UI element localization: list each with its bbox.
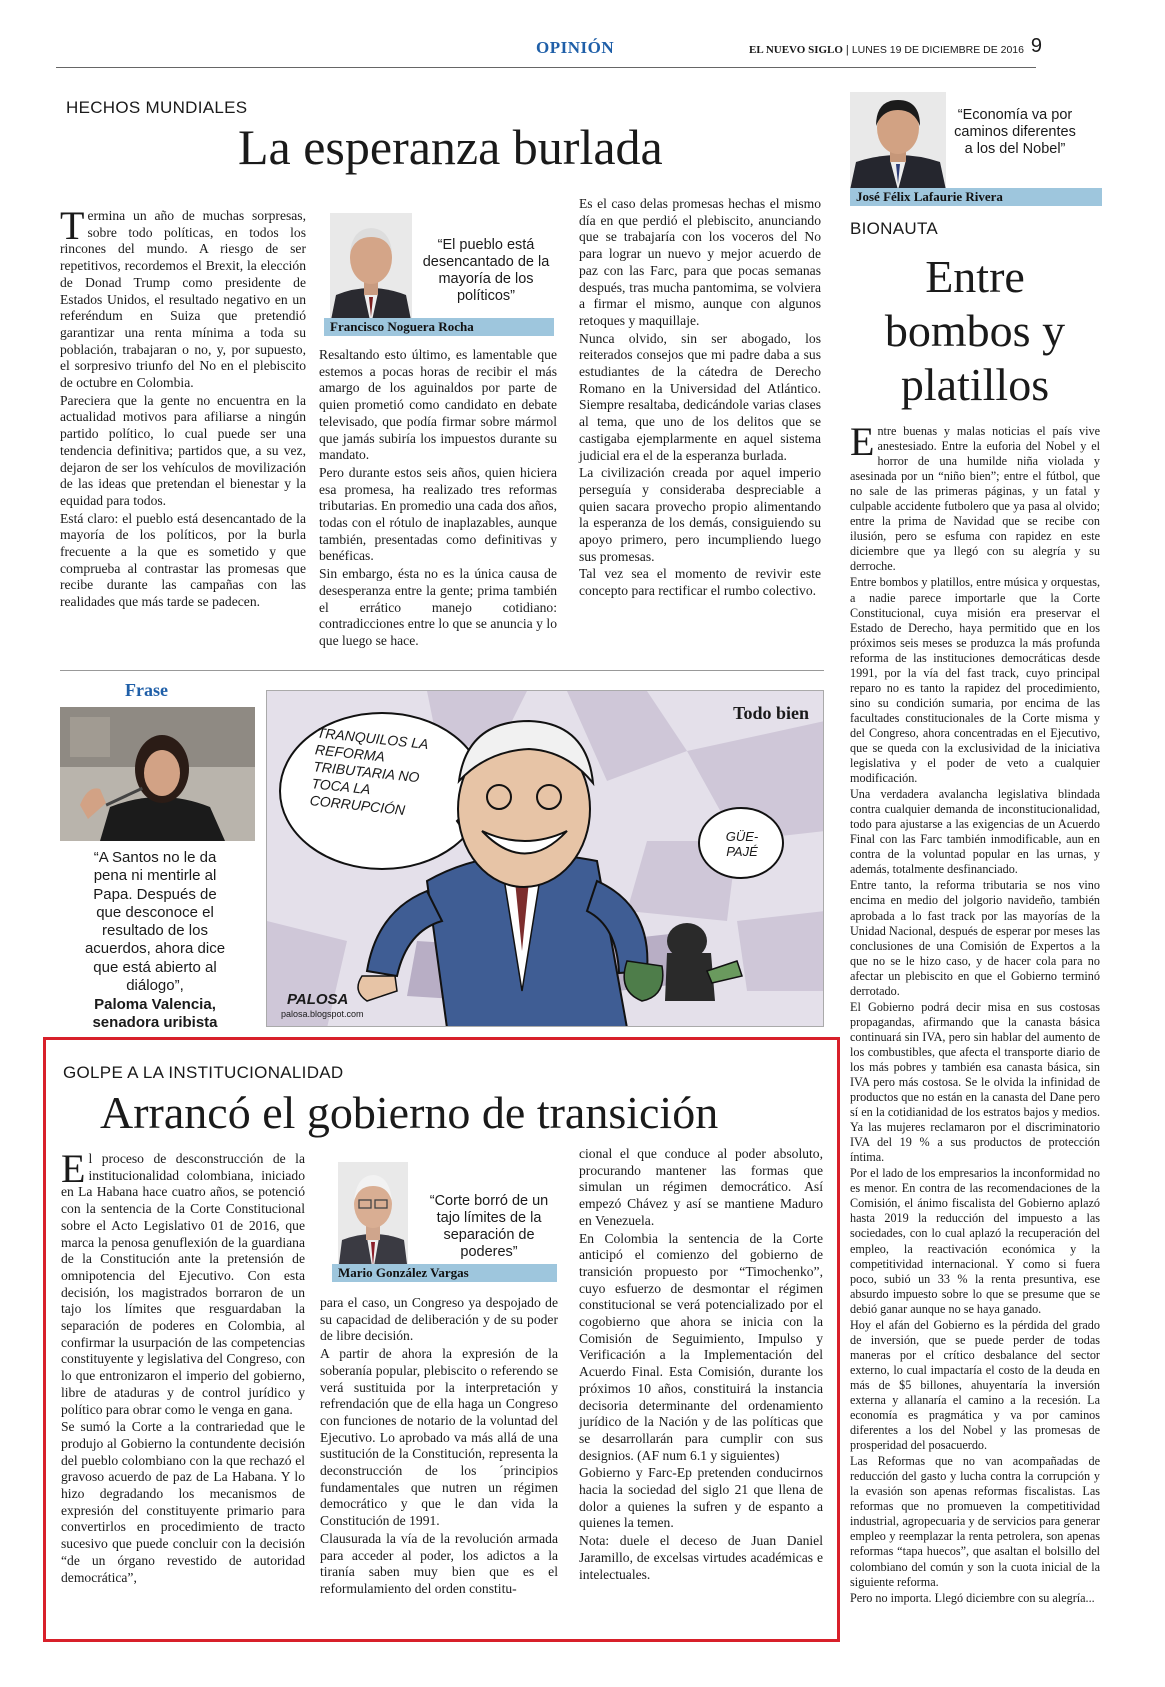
article1-col1 bbox=[60, 203, 306, 611]
frase-name: Paloma Valencia, bbox=[94, 996, 216, 1013]
paragraph: Clausurada la vía de la revolución armada para acceder al poder, los adictos a la tiranía saben muy bien que es el reformulamiento del orden constitu- bbox=[320, 1530, 558, 1596]
article3-tag: BIONAUTA bbox=[850, 219, 939, 238]
paragraph: Gobierno y Farc-Ep pretenden conducirnos hacia la sociedad del siglo 21 que llena de dolor a quienes la sufren y de espanto a quienes la temen. bbox=[579, 1465, 823, 1531]
article3-body bbox=[850, 419, 1100, 1606]
paragraph: Las Reformas que no van acompañadas de reducción del gasto y lucha contra la corrupción y la evasión son apenas reformas fiscalistas. Las reformas que no promueven la competitividad industrial, agropecuaria y de servicios para generar empleo y reemplazar la renta petrolera, son apenas reformas “tapa huecos”, que asaltan el bolsillo del colombiano del común y son la cuota inicial de la siguiente reforma. bbox=[850, 1454, 1100, 1589]
paragraph: Tal vez sea el momento de revivir este concepto para rectificar el rumbo colectivo. bbox=[579, 566, 821, 599]
article1-quote: “El pueblo está desencantado de la mayoría de los políticos” bbox=[422, 237, 550, 304]
paragraph: En Colombia la sentencia de la Corte anticipó el comienzo del gobierno de transición propuesto por “Timochenko”, cuyo esfuerzo de desmontar el régimen constitucional se verá potencializado por el cogobierno que ahora se inicia con la Comisión de Seguimiento, Impulso y Verificación a la Implementación del Acuerdo Final. Esta Comisión, durante los próximos 10 años, constituirá la instancia decisoria determinante del ordenamiento jurídico de la Nación y de las políticas que se desarrollarán para cumplir con sus designios. (AF num 6.1 y siguientes) bbox=[579, 1230, 823, 1463]
paragraph: Entre bombos y platillos, entre música y orquestas, a nadie parece importarle que la Corte Constitucional, cuya misión era preservar el Estado de Derecho, haya permitido que en los próximos seis meses se produzca la más profunda reforma de las instituciones democráticas desde 1991, por la vía del fast track, cuyo principal reparo no es tanto la rapidez del procedimiento, sino su condición sumaria, por encima de las facultades constitucionales de la Corte misma y del Congreso, ahora concentradas en el Ejecutivo, que se queda con la exclusividad de la iniciativa legislativa y el poder de veto a cualquier modificación. bbox=[850, 575, 1100, 786]
title-line: Entre bbox=[925, 251, 1025, 302]
paragraph: Pareciera que la gente no encuentra en la actualidad motivos para afiliarse a ningún partido político, lo cual puede ser una tendencia definitiva; partidos que, a su vez, dejaron de ser los vehículos de movilización de las ideas que pretendan el bienestar y la equidad para todos. bbox=[60, 392, 306, 508]
paragraph: Por el lado de los empresarios la inconformidad no es menor. En contra de las recomendaciones de la Comisión, el ánimo fiscalista del Gobierno aplazó hasta 2019 la reducción del impuesto a las sociedades, con lo cual aplazó la recuperación del empleo, la reactivación económica y la competitividad internacional. Y como si fuera poco, subió un 33 % la renta presuntiva, ese absurdo impuesto sobre lo que se presume que se debió ganar aunque no se haya ganado. bbox=[850, 1166, 1100, 1316]
article2-title: Arrancó el gobierno de transición bbox=[100, 1087, 719, 1138]
article2-author: Mario González Vargas bbox=[332, 1264, 557, 1282]
cartoon-signature: PALOSA bbox=[287, 991, 349, 1008]
header-rule bbox=[56, 67, 1036, 68]
paragraph: El proceso de desconstrucción de la institucionalidad colombiana, iniciado en La Habana hace cuatro años, se potenció con la sentencia de la Corte Constitucional sobre el Acto Legislativo 01 de 2016, que marca la penosa genuflexión de la guardiana de la Constitución ante la pretensión de omnipotencia del Ejecutivo. Con esta decisión, los magistrados borraron de un tajo los límites que resguardaban la separación de poderes en Colombia, al confirmar la usurpación de las competencias constituyente y legislativa del Congreso, con lo que entronizaron el imperio del gobierno, libre de ataduras y de control jurídico y político para obrar como le venga en gana. bbox=[61, 1146, 305, 1417]
paragraph: Resaltando esto último, es lamentable que estemos a pocas horas de recibir el más amargo de los aguinaldos por parte de quien prometió como candidato en debate televisado, que podía firmar sobre mármol que jamás subiría los impuestos durante su mandato. bbox=[319, 347, 557, 463]
article2-col2 bbox=[320, 1295, 558, 1598]
frase-label: Frase bbox=[125, 680, 168, 700]
paragraph: La civilización creada por aquel imperio perseguía y consideraba despreciable a quien sacara provecho propio alimentando la esperanza de los demás, consiguiendo su apoyo primero, pero incumpliendo luego sus promesas. bbox=[579, 465, 821, 564]
paragraph: Termina un año de muchas sorpresas, sobre todo políticas, en todos los rincones del mundo. A riesgo de ser repetitivos, recordemos el Brexit, la elección de Donad Trump como presidente de Estados Unidos, el resultado negativo en un referéndum en Suiza que pretendió garantizar una renta mínima a toda su población, trabajaran o no, y, por supuesto, el sorpresivo triunfo del No en el plebiscito de octubre en Colombia. bbox=[60, 203, 306, 391]
article1-col3 bbox=[579, 196, 821, 600]
paragraph: para el caso, un Congreso ya despojado de su capacidad de deliberación y de su poder de libre decisión. bbox=[320, 1295, 558, 1344]
paragraph: Pero durante estos seis años, quien hiciera esa promesa, ha realizado tres reformas tributarias. En promedio una cada dos años, todas con el rótulo de inaplazables, aunque también, presentadas como definitivas y benéficas. bbox=[319, 464, 557, 564]
article1-author: Francisco Noguera Rocha bbox=[324, 318, 554, 336]
cartoon bbox=[266, 690, 824, 1027]
article2-quote: “Corte borró de un tajo límites de la separación de poderes” bbox=[429, 1193, 549, 1260]
article3-quote: “Economía va por caminos diferentes a los del Nobel” bbox=[954, 107, 1076, 157]
paper-date: LUNES 19 DE DICIEMBRE DE 2016 bbox=[851, 44, 1024, 56]
paragraph: Una verdadera avalancha legislativa blindada contra cualquier demanda de inconstitucionalidad, todo para ajustarse a las exigencias de un Acuerdo Final con las Farc también inmodificable, aun en contra de la voluntad popular en las urnas, y además, totalmente desfinanciado. bbox=[850, 787, 1100, 877]
article2-col3 bbox=[579, 1146, 823, 1583]
cartoon-bubble-small: GÜE-PAJÉ bbox=[725, 829, 759, 859]
author-photo bbox=[338, 1162, 408, 1272]
article1-col2 bbox=[319, 347, 557, 650]
paragraph: Nota: duele el deceso de Juan Daniel Jaramillo, de excelsas virtudes académicas e intelectuales. bbox=[579, 1533, 823, 1582]
paper-name: EL NUEVO SIGLO bbox=[749, 44, 843, 56]
article2-tag: GOLPE A LA INSTITUCIONALIDAD bbox=[63, 1063, 344, 1082]
paragraph: El Gobierno podrá decir misa en sus costosas propagandas, afirmando que la canasta básica continuará sin IVA, pero sin hablar del aumento de los combustibles, que afecta el transporte diario de los más pobres y también esa canasta básica, sin IVA pero más costosa. Se le olvida la infinidad de productos que no están en la canasta del Dane pero sí en la cotidianidad de los estratos bajos y medios. Ya las mujeres reclamaron por el discriminatorio IVA del 19 % a sus productos de protección íntima. bbox=[850, 999, 1100, 1165]
title-line: bombos y bbox=[884, 305, 1066, 356]
frase-quote: “A Santos no le da pena ni mentirle al Papa. Después de que desconoce el resultado de los acuerdos, ahora dice que está abierto al diálogo”, bbox=[84, 849, 226, 995]
cartoon-title: Todo bien bbox=[733, 703, 809, 723]
paragraph: Hoy el afán del Gobierno es la pérdida del grado de inversión, que se puede perder de todas maneras por el crítico desbalance del sector externo, lo cual impactaría el costo de la deuda en más de $5 billones, ahuyentaría la inversión externa y allanaría el camino a la recesión. La economía es pragmática y va por caminos diferentes a los del Nobel y las promesas de prosperidad del posacuerdo. bbox=[850, 1317, 1100, 1453]
paragraph: Está claro: el pueblo está desencantado de la mayoría de los políticos, por la burla frecuente a la que es sometido y que comprueba al contrastar las promesas que recibe durante las campañas con las realidades que más tarde se padecen. bbox=[60, 510, 306, 610]
paragraph: cional el que conduce al poder absoluto, procurando mantener las formas que simulan un régimen democrático. Así empezó Chávez y así se mantiene Maduro en Venezuela. bbox=[579, 1146, 823, 1228]
divider bbox=[60, 670, 824, 671]
paper-info: EL NUEVO SIGLO | LUNES 19 DE DICIEMBRE DE 2016 bbox=[749, 44, 1024, 56]
page-header bbox=[56, 30, 1042, 70]
page-number: 9 bbox=[1030, 35, 1042, 57]
article1-title: La esperanza burlada bbox=[238, 119, 663, 175]
paragraph: Se sumó la Corte a la contrariedad que le produjo al Gobierno la contundente decisión del pueblo colombiano con la que rechazó el gravoso acuerdo de paz de La Habana. Y lo hizo degradando los mecanismos de expresión del constituyente primario para convertirlos en procedimiento de tracto sucesivo que puede concluir con la decisión “de un órgano revestido de autoridad democrática”, bbox=[61, 1419, 305, 1585]
frase-photo bbox=[60, 707, 255, 841]
frase-role: senadora uribista bbox=[92, 1014, 218, 1031]
paragraph: Nunca olvido, sin ser abogado, los reiterados consejos que mi padre daba a sus estudiantes de la cátedra de Derecho Romano en la Universidad del Atlántico. Siempre resaltaba, dedicándole varias clases al tema, que uno de los delitos que se castigaba ejemplarmente en aquel sistema judicial era el de la esperanza burlada. bbox=[579, 330, 821, 463]
paragraph: Pero no importa. Llegó diciembre con su alegría... bbox=[850, 1590, 1095, 1605]
paragraph: Entre buenas y malas noticias el país vive anestesiado. Entre la euforia del Nobel y el horror de una humilde niña violada y asesinada por un “niño bien”; entre el fútbol, que no sale de las primeras páginas, y un fatal y culpable accidente futbolero que ya pasa al olvido; entre la prima de Navidad que se recibe con ilusión, pero se esfuma con rapidez en este diciembre que ya llegó con su alegría y su derroche. bbox=[850, 419, 1100, 574]
author-photo bbox=[850, 92, 946, 190]
paragraph: A partir de ahora la expresión de la soberanía popular, plebiscito o referendo se verá sustituida por la interpretación y refrendación que de ella haga un Congreso con funciones de notario de la voluntad del Ejecutivo. Lo aprobado va más allá de una sustitución de la Constitución, representa la deconstrucción de los ´principios fundamentales que nutren un régimen democrático y que le dan vida la Constitución de 1991. bbox=[320, 1346, 558, 1529]
cartoon-site: palosa.blogspot.com bbox=[281, 1009, 364, 1019]
paragraph: Es el caso delas promesas hechas el mismo día en que perdió el plebiscito, anunciando que se trabajaría con los voceros del No para lograr un nuevo y mejor acuerdo de paz con las Farc, para que pocas semanas después, tras mucha pantomima, se volviera a firmar el mismo, aunque con algunos retoques y maquillaje. bbox=[579, 196, 821, 328]
title-line: platillos bbox=[900, 359, 1050, 410]
article1-tag: HECHOS MUNDIALES bbox=[66, 98, 248, 117]
paragraph: Sin embargo, ésta no es la única causa de desesperanza entre la gente; prima también el errático manejo cotidiano: contradicciones entre lo que se anuncia y lo que luego se hace. bbox=[319, 566, 557, 648]
article3-author: José Félix Lafaurie Rivera bbox=[850, 188, 1102, 206]
cartoon-bubble: TRANQUILOS LA REFORMA TRIBUTARIA NO TOCA LA CORRUPCIÓN bbox=[309, 724, 429, 818]
section-title: OPINIÓN bbox=[536, 38, 615, 57]
article2-col1 bbox=[61, 1146, 305, 1586]
article3-title bbox=[850, 250, 1100, 412]
paragraph: Entre tanto, la reforma tributaria se nos vino encima en medio del jolgorio navideño, también aprobada a lo fast track por las mayorías de la Unidad Nacional, después de esperar por meses las conclusiones de una Comisión de Expertos a la que no se le hizo caso, y de hacer cola para no afectar un plebiscito en que el Gobierno terminó derrotado. bbox=[850, 878, 1100, 998]
author-photo bbox=[330, 213, 412, 325]
